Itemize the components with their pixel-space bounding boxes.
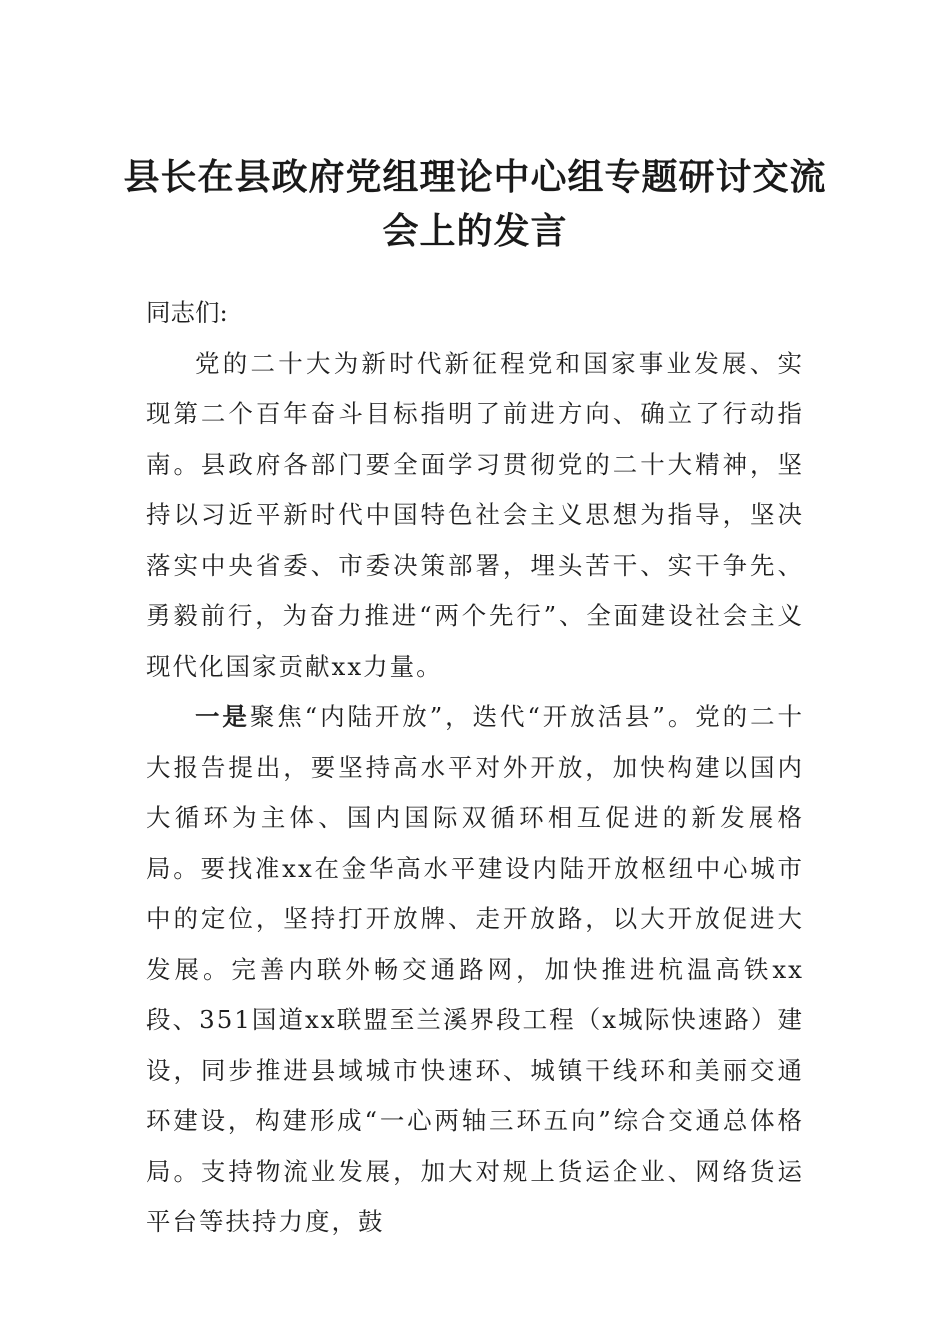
salutation: 同志们: [146,298,228,327]
document-body [146,288,804,1248]
paragraph-2 [146,692,804,1248]
paragraph-2-lead: 一是 [195,702,250,731]
paragraph-1: 党的二十大为新时代新征程党和国家事业发展、实现第二个百年奋斗目标指明了前进方向、确立了行动指南。县政府各部门要全面学习贯彻党的二十大精神，坚持以习近平新时代中国特色社会主义思想为指导，坚决落实中央省委、市委决策部署，埋头苦干、实干争先、勇毅前行，为奋力推进“两个先行”、全面建设社会主义现代化国家贡献xx力量。 [146,348,804,681]
document-title: 县长在县政府党组理论中心组专题研讨交流会上的发言 [123,156,827,252]
paragraph-2-body: 聚焦“内陆开放”，迭代“开放活县”。党的二十大报告提出，要坚持高水平对外开放，加快构建以国内大循环为主体、国内国际双循环相互促进的新发展格局。要找准xx在金华高水平建设内陆开放枢纽中心城市中的定位，坚持打开放牌、走开放路，以大开放促进大发展。完善内联外畅交通路网，加快推进杭温高铁xx段、351国道xx联盟至兰溪界段工程（x城际快速路）建设，同步推进县域城市快速环、城镇干线环和美丽交通环建设，构建形成“一心两轴三环五向”综合交通总体格局。支持物流业发展，加大对规上货运企业、网络货运平台等扶持力度，鼓 [146,702,805,1236]
